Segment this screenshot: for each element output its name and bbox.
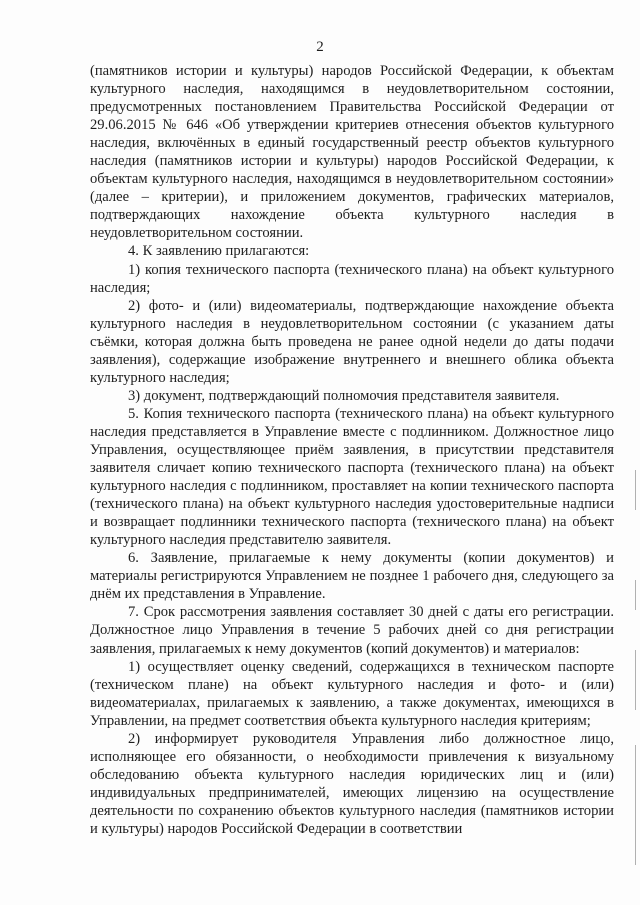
paragraph-item-6: 6. Заявление, прилагаемые к нему документы (копии документов) и материалы регистрируются Управлением не позднее 1 рабочего дня, следующего за днём их представления в Управление.	[90, 550, 614, 603]
paragraph-item-4-1: 1) копия технического паспорта (технического плана) на объект культурного наследия;	[90, 261, 614, 296]
paragraph-item-7-1: 1) осуществляет оценку сведений, содержащихся в техническом паспорте (техническом плане) на объект культурного наследия и фото- и (или) видеоматериалах, прилагаемых к заявлению, а также документах, имеющихся в Управлении, на предмет соответствия объекта культурного наследия критериям;	[90, 658, 614, 729]
paragraph-item-4-3: 3) документ, подтверждающий полномочия представителя заявителя.	[128, 387, 560, 404]
scan-edge-mark	[635, 650, 636, 710]
paragraph-item-7-2: 2) информирует руководителя Управления либо должностное лицо, исполняющее его обязанности, о необходимости привлечения к визуальному обследованию объекта культурного наследия юридических лиц и (или) индивидуальных предпринимателей, имеющих лицензию на осуществление деятельности по сохранению объектов культурного наследия (памятников истории и культуры) народов Российской Федерации в соответствии	[90, 730, 614, 837]
scan-edge-mark	[635, 580, 636, 610]
document-body	[90, 62, 614, 838]
scan-edge-mark	[635, 745, 636, 865]
page-number: 2	[316, 39, 324, 55]
paragraph-item-5: 5. Копия технического паспорта (технического плана) на объект культурного наследия представляется в Управление вместе с подлинником. Должностное лицо Управления, осуществляющее приём заявления, в присутствии представителя заявителя сличает копию технического паспорта (технического плана) на объект культурного наследия с подлинником, проставляет на копии технического паспорта (технического плана) на объект культурного наследия удостоверительные надписи и возвращает подлинники технического паспорта (технического плана) на объект культурного наследия представителю заявителя.	[90, 405, 614, 549]
scan-edge-mark	[635, 470, 636, 510]
paragraph-item-4: 4. К заявлению прилагаются:	[128, 243, 310, 260]
paragraph-item-7: 7. Срок рассмотрения заявления составляет 30 дней с даты его регистрации. Должностное лицо Управления в течение 5 рабочих дней со дня регистрации заявления, прилагаемых к нему документов (копий документов) и материалов:	[90, 604, 614, 657]
paragraph-continuation: (памятников истории и культуры) народов Российской Федерации, к объектам культурного наследия, находящимся в неудовлетворительном состоянии, предусмотренных постановлением Правительства Российской Федерации от 29.06.2015 № 646 «Об утверждении критериев отнесения объектов культурного наследия, включённых в единый государственный реестр объектов культурного наследия (памятников истории и культуры) народов Российской Федерации, к объектам культурного наследия, находящимся в неудовлетворительном состоянии» (далее – критерии), и приложением документов, графических материалов, подтверждающих нахождение объекта культурного наследия в неудовлетворительном состоянии.	[90, 63, 614, 242]
paragraph-item-4-2: 2) фото- и (или) видеоматериалы, подтверждающие нахождение объекта культурного наследия в неудовлетворительном состоянии (с указанием даты съёмки, которая должна быть проведена не ранее одной недели до даты подачи заявления), содержащие изображение внутреннего и внешнего облика объекта культурного наследия;	[90, 297, 614, 386]
